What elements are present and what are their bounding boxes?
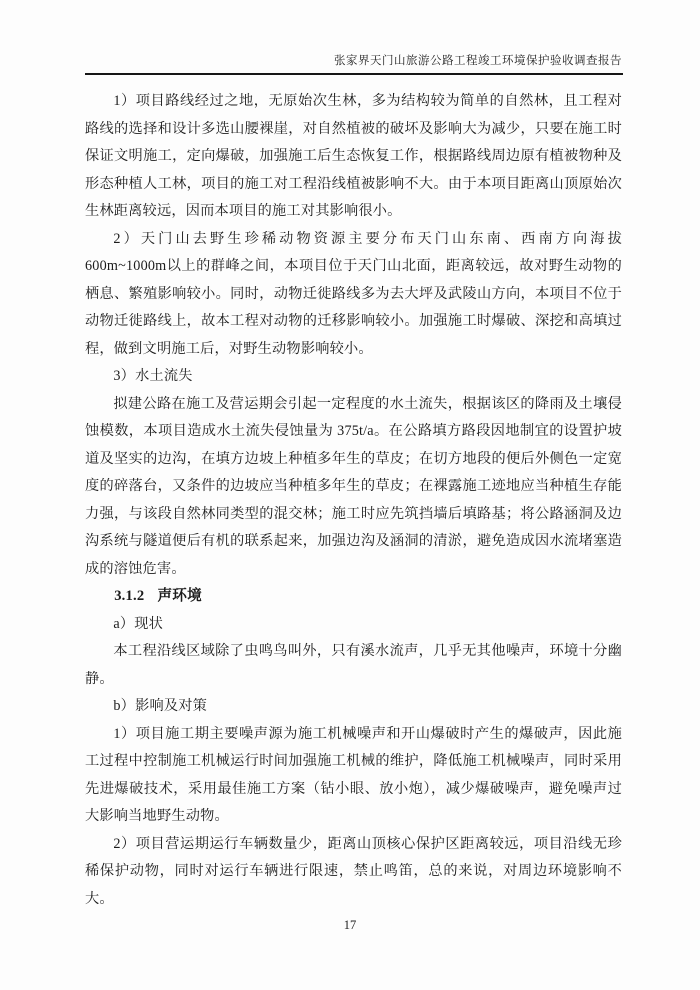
paragraph-construction-noise: 1）项目施工期主要噪声源为施工机械噪声和开山爆破时产生的爆破声，因此施工过程中控制施工机械运行时间加强施工机械的维护，降低施工机械噪声，同时采用先进爆破技术，采用最佳施工方案（钻小眼、放小炮），减少爆破噪声，避免噪声过大影响当地野生动物。: [85, 725, 622, 824]
paragraph-vegetation-impact: 1）项目路线经过之地，无原始次生林，多为结构较为简单的自然林，且工程对路线的选择和设计多选山腰裸崖，对自然植被的破坏及影响大为减少，只要在施工时保证文明施工，定向爆破，加强施工后生态恢复工作，根据路线周边原有植被物种及形态种植人工林，项目的施工对工程沿线植被影响不大。由于本项目距离山顶原始次生林距离较远，因而本项目的施工对其影响很小。: [85, 93, 622, 219]
page-number: 17: [343, 918, 357, 932]
section-title: 声环境: [157, 588, 202, 604]
paragraph-status-detail: 本工程沿线区域除了虫鸣鸟叫外，只有溪水流声，几乎无其他噪声，环境十分幽静。: [85, 643, 622, 687]
page-header-title: 张家界天门山旅游公路工程竣工环境保护验收调查报告: [334, 55, 622, 67]
paragraph-operation-noise: 2）项目营运期运行车辆数量少，距离山顶核心保护区距离较远，项目沿线无珍稀保护动物，同时对运行车辆进行限速，禁止鸣笛，总的来说，对周边环境影响不大。: [85, 835, 622, 907]
header-rule: [85, 73, 623, 75]
paragraph-soil-erosion-title: 3）水土流失: [113, 368, 193, 384]
section-heading-acoustic-environment: [85, 583, 622, 611]
paragraph-impact-countermeasures-label: b）影响及对策: [113, 698, 208, 714]
document-body: [85, 88, 622, 913]
paragraph-soil-erosion-detail: 拟建公路在施工及营运期会引起一定程度的水土流失，根据该区的降雨及土壤侵蚀模数，本项目造成水土流失侵蚀量为 375t/a。在公路填方路段因地制宜的设置护坡道及坚实的边沟，在填方边坡上种植多年生的草皮；在切方地段的便后外侧色一定宽度的碎落台，又条件的边坡应当种植多年生的草皮；在裸露施工迹地应当种植生存能力强，与该段自然林同类型的混交林；施工时应先筑挡墙后填路基；将公路涵洞及边沟系统与隧道便后有机的联系起来，加强边沟及涵洞的清淤，避免造成因水流堵塞造成的溶蚀危害。: [85, 395, 622, 577]
paragraph-status-label: a）现状: [113, 615, 164, 632]
section-number: 3.1.2: [114, 588, 145, 604]
paragraph-wildlife-impact: 2）天门山去野生珍稀动物资源主要分布天门山东南、西南方向海拔 600m~1000m以上的群峰之间，本项目位于天门山北面，距离较远，故对野生动物的栖息、繁殖影响较小。同时，动物迁徙路线多为去大坪及武陵山方向，本项目不位于动物迁徙路线上，故本工程对动物的迁移影响较小。加强施工时爆破、深挖和高填过程，做到文明施工后，对野生动物影响较小。: [85, 230, 622, 357]
